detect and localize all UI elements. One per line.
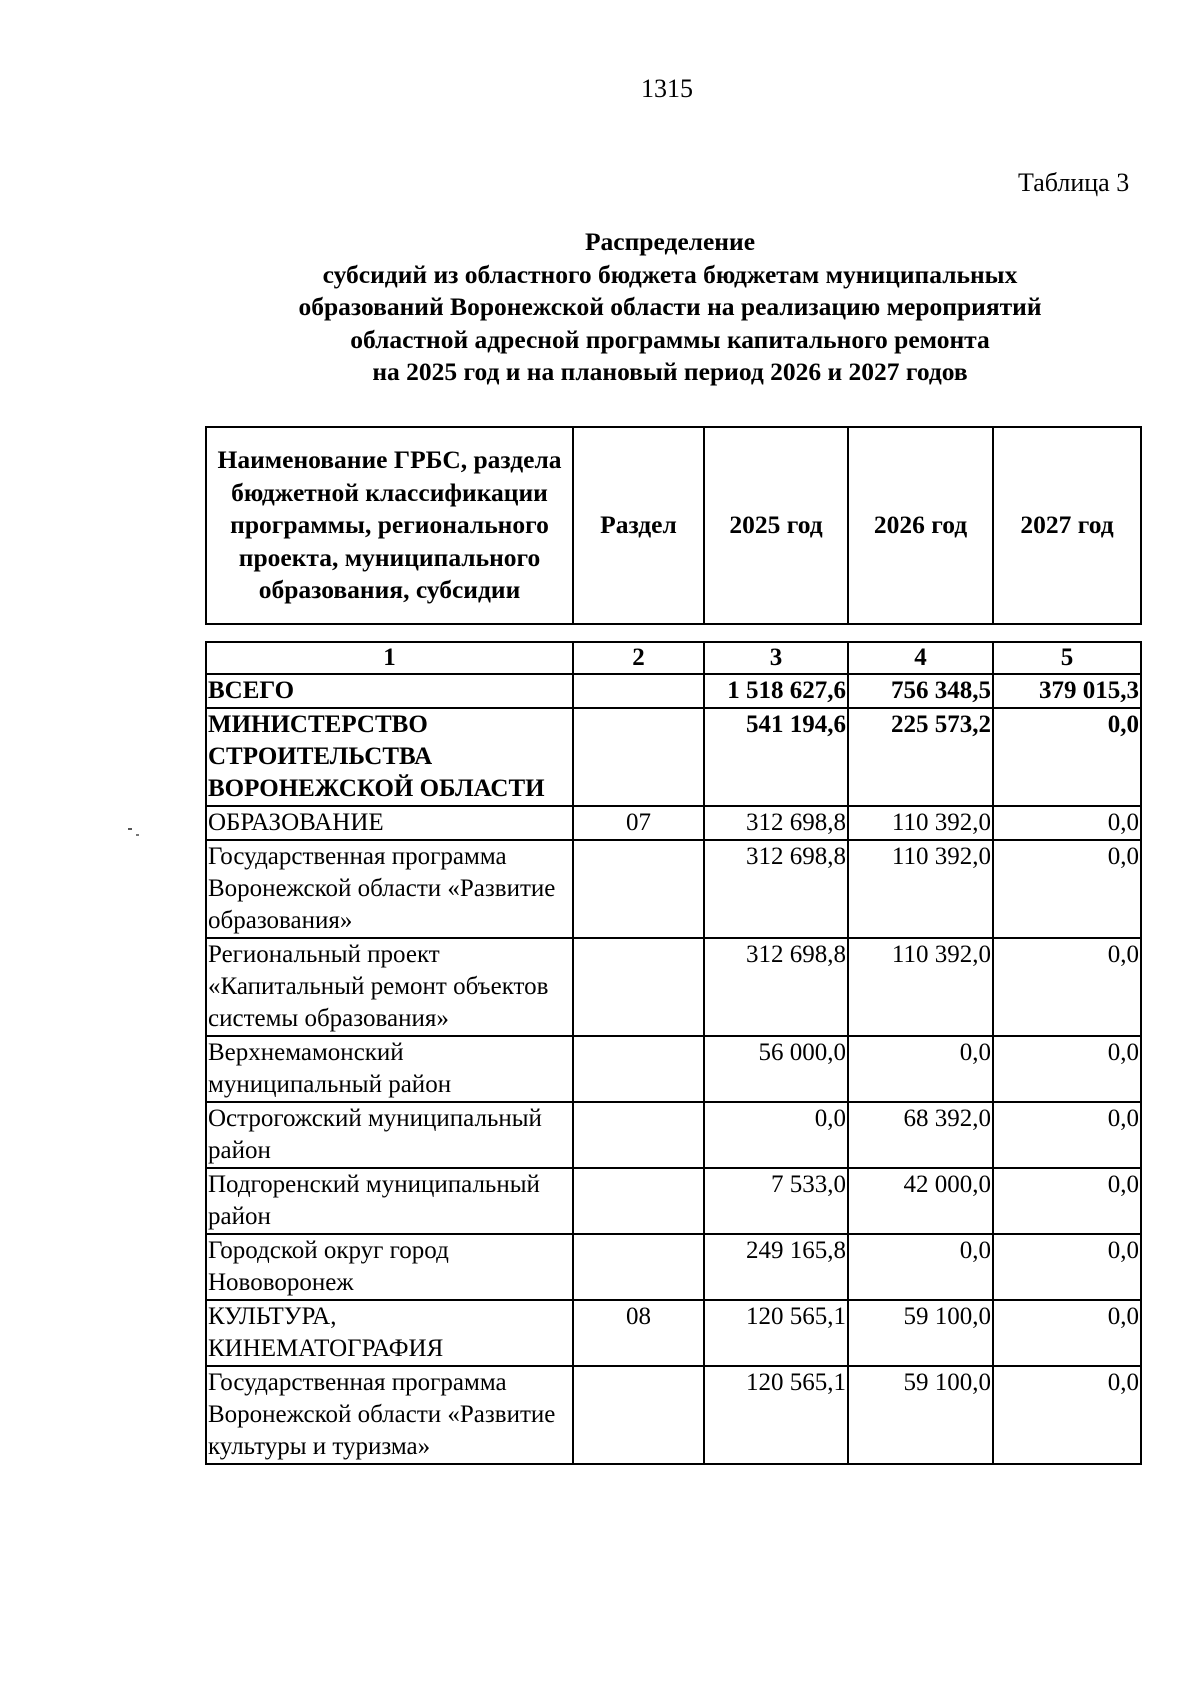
budget-table: [205, 641, 1142, 1465]
row-value-2027: 0,0: [993, 1234, 1141, 1300]
header-section: Раздел: [573, 427, 704, 624]
row-name: Государственная программа Воронежской области «Развитие культуры и туризма»: [206, 1366, 573, 1464]
header-2026: 2026 год: [848, 427, 993, 624]
row-value-2026: 0,0: [848, 1234, 993, 1300]
row-section: [573, 840, 704, 938]
row-section: [573, 708, 704, 806]
row-value-2025: 56 000,0: [704, 1036, 848, 1102]
row-value-2025: 249 165,8: [704, 1234, 848, 1300]
page-number: 1315: [641, 74, 693, 103]
row-value-2027: 0,0: [993, 708, 1141, 806]
row-section: 07: [573, 806, 704, 840]
row-value-2026: 225 573,2: [848, 708, 993, 806]
row-value-2026: 59 100,0: [848, 1300, 993, 1366]
row-name: МИНИСТЕРСТВО СТРОИТЕЛЬСТВА ВОРОНЕЖСКОЙ ОБЛАСТИ: [206, 708, 573, 806]
row-name: Региональный проект «Капитальный ремонт объектов системы образования»: [206, 938, 573, 1036]
table-row: [206, 840, 1141, 938]
row-value-2027: 379 015,3: [993, 674, 1141, 708]
row-section: 08: [573, 1300, 704, 1366]
row-section: [573, 1036, 704, 1102]
title-line: Распределение: [584, 227, 756, 256]
row-value-2025: 120 565,1: [704, 1300, 848, 1366]
row-value-2025: 312 698,8: [704, 938, 848, 1036]
table-row: [206, 806, 1141, 840]
row-value-2026: 0,0: [848, 1036, 993, 1102]
table-row: [206, 1102, 1141, 1168]
row-name: Государственная программа Воронежской области «Развитие образования»: [206, 840, 573, 938]
row-value-2026: 42 000,0: [848, 1168, 993, 1234]
column-number: 2: [573, 642, 704, 674]
row-value-2026: 68 392,0: [848, 1102, 993, 1168]
table-row: [206, 938, 1141, 1036]
row-value-2027: 0,0: [993, 1036, 1141, 1102]
row-value-2027: 0,0: [993, 1168, 1141, 1234]
row-value-2027: 0,0: [993, 938, 1141, 1036]
row-name: ВСЕГО: [206, 674, 573, 708]
row-value-2026: 59 100,0: [848, 1366, 993, 1464]
row-section: [573, 938, 704, 1036]
column-number: 5: [993, 642, 1141, 674]
table-row: [206, 1168, 1141, 1234]
title-line: образований Воронежской области на реализацию мероприятий: [298, 292, 1042, 321]
row-section: [573, 1234, 704, 1300]
row-value-2026: 110 392,0: [848, 938, 993, 1036]
row-value-2025: 120 565,1: [704, 1366, 848, 1464]
row-value-2025: 7 533,0: [704, 1168, 848, 1234]
row-section: [573, 1168, 704, 1234]
title-line: на 2025 год и на плановый период 2026 и 2027 годов: [372, 357, 968, 386]
row-value-2025: 312 698,8: [704, 806, 848, 840]
row-value-2027: 0,0: [993, 1102, 1141, 1168]
table-row: [206, 1366, 1141, 1464]
column-number-row: [206, 642, 1141, 674]
table-row: [206, 1300, 1141, 1366]
row-value-2026: 110 392,0: [848, 840, 993, 938]
title-line: областной адресной программы капитального ремонта: [350, 324, 990, 354]
table-row: [206, 1036, 1141, 1102]
row-value-2027: 0,0: [993, 840, 1141, 938]
row-name: Верхнемамонский муниципальный район: [206, 1036, 573, 1102]
row-section: [573, 1366, 704, 1464]
table-row: [206, 1234, 1141, 1300]
row-section: [573, 1102, 704, 1168]
row-name: ОБРАЗОВАНИЕ: [206, 806, 573, 840]
document-title: [200, 226, 1140, 389]
column-number: 3: [704, 642, 848, 674]
header-2025: 2025 год: [704, 427, 848, 624]
row-section: [573, 674, 704, 708]
row-name: Подгоренский муниципальный район: [206, 1168, 573, 1234]
row-value-2027: 0,0: [993, 1300, 1141, 1366]
column-number: 1: [206, 642, 573, 674]
row-name: КУЛЬТУРА, КИНЕМАТОГРАФИЯ: [206, 1300, 573, 1366]
scan-speck: [128, 828, 142, 838]
column-number: 4: [848, 642, 993, 674]
row-value-2027: 0,0: [993, 806, 1141, 840]
table-header: [205, 426, 1142, 625]
row-value-2027: 0,0: [993, 1366, 1141, 1464]
table-label: Таблица 3: [1018, 168, 1130, 197]
row-value-2025: 312 698,8: [704, 840, 848, 938]
title-line: субсидий из областного бюджета бюджетам муниципальных: [322, 259, 1018, 289]
row-value-2025: 1 518 627,6: [704, 674, 848, 708]
header-2027: 2027 год: [993, 427, 1141, 624]
header-name: Наименование ГРБС, раздела бюджетной классификации программы, регионального проекта, муниципального образования, субсидии: [206, 427, 573, 624]
row-name: Городской округ город Нововоронеж: [206, 1234, 573, 1300]
table-row-total: [206, 674, 1141, 708]
row-value-2026: 756 348,5: [848, 674, 993, 708]
row-value-2025: 0,0: [704, 1102, 848, 1168]
row-value-2026: 110 392,0: [848, 806, 993, 840]
row-value-2025: 541 194,6: [704, 708, 848, 806]
row-name: Острогожский муниципальный район: [206, 1102, 573, 1168]
table-row-ministry: [206, 708, 1141, 806]
